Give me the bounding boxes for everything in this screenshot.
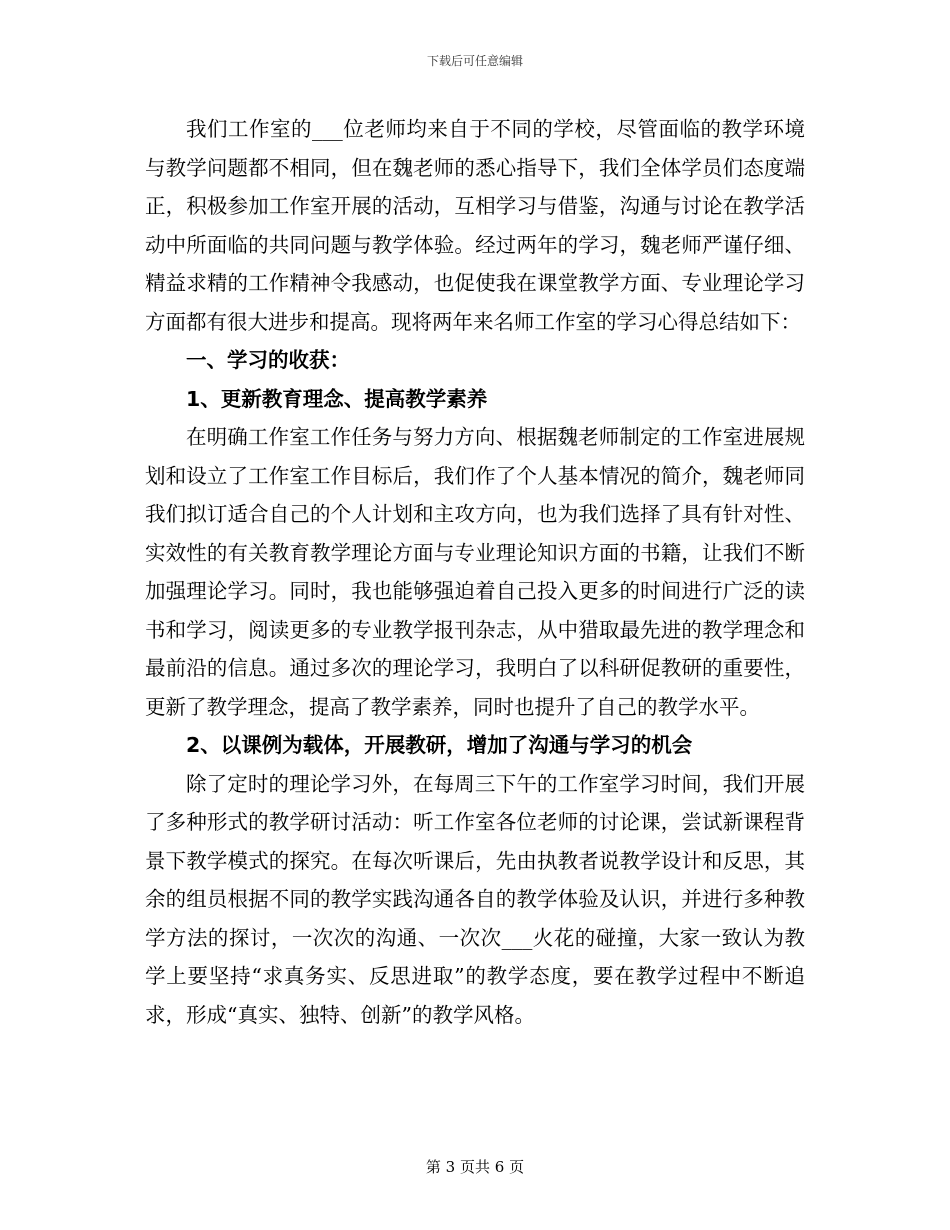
subsection-heading-1: 1、更新教育理念、提高教学素养 bbox=[186, 386, 488, 411]
page-header: 下载后可任意编辑 bbox=[426, 54, 523, 68]
subsection-1-paragraph: 在明确工作室工作任务与努力方向、根据魏老师制定的工作室进展规划和设立了工作室工作目标后，我们作了个人基本情况的简介，魏老师同我们拟订适合自己的个人计划和主攻方向，也为我们选择了具有针对性、实效性的有关教育教学理论方面与专业理论知识方面的书籍，让我们不断加强理论学习。同时，我也能够强迫着自己投入更多的时间进行广泛的读书和学习，阅读更多的专业教学报刊杂志，从中猎取最先进的教学理念和最前沿的信息。通过多次的理论学习，我明白了以科研促教研的重要性，更新了教学理念，提高了教学素养，同时也提升了自己的教学水平。 bbox=[145, 425, 805, 719]
page-footer: 第 3 页共 6 页 bbox=[425, 1158, 525, 1176]
intro-paragraph: 我们工作室的___位老师均来自于不同的学校，尽管面临的教学环境与教学问题都不相同，但在魏老师的悉心指导下，我们全体学员们态度端正，积极参加工作室开展的活动，互相学习与借鉴，沟通与讨论在教学活动中所面临的共同问题与教学体验。经过两年的学习，魏老师严谨仔细、精益求精的工作精神令我感动，也促使我在课堂教学方面、专业理论学习方面都有很大进步和提高。现将两年来名师工作室的学习心得总结如下： bbox=[145, 117, 805, 334]
subsection-2-paragraph: 除了定时的理论学习外，在每周三下午的工作室学习时间，我们开展了多种形式的教学研讨活动：听工作室各位老师的讨论课，尝试新课程背景下教学模式的探究。在每次听课后，先由执教者说教学设计和反思，其余的组员根据不同的教学实践沟通各自的教学体验及认识，并进行多种教学方法的探讨，一次次的沟通、一次次___火花的碰撞，大家一致认为教学上要坚持“求真务实、反思进取”的教学态度，要在教学过程中不断追求，形成“真实、独特、创新”的教学风格。 bbox=[145, 771, 805, 1027]
document-body bbox=[145, 110, 805, 1034]
section-heading-gains: 一、学习的收获： bbox=[186, 348, 350, 372]
subsection-heading-2: 2、以课例为载体，开展教研，增加了沟通与学习的机会 bbox=[186, 733, 693, 757]
